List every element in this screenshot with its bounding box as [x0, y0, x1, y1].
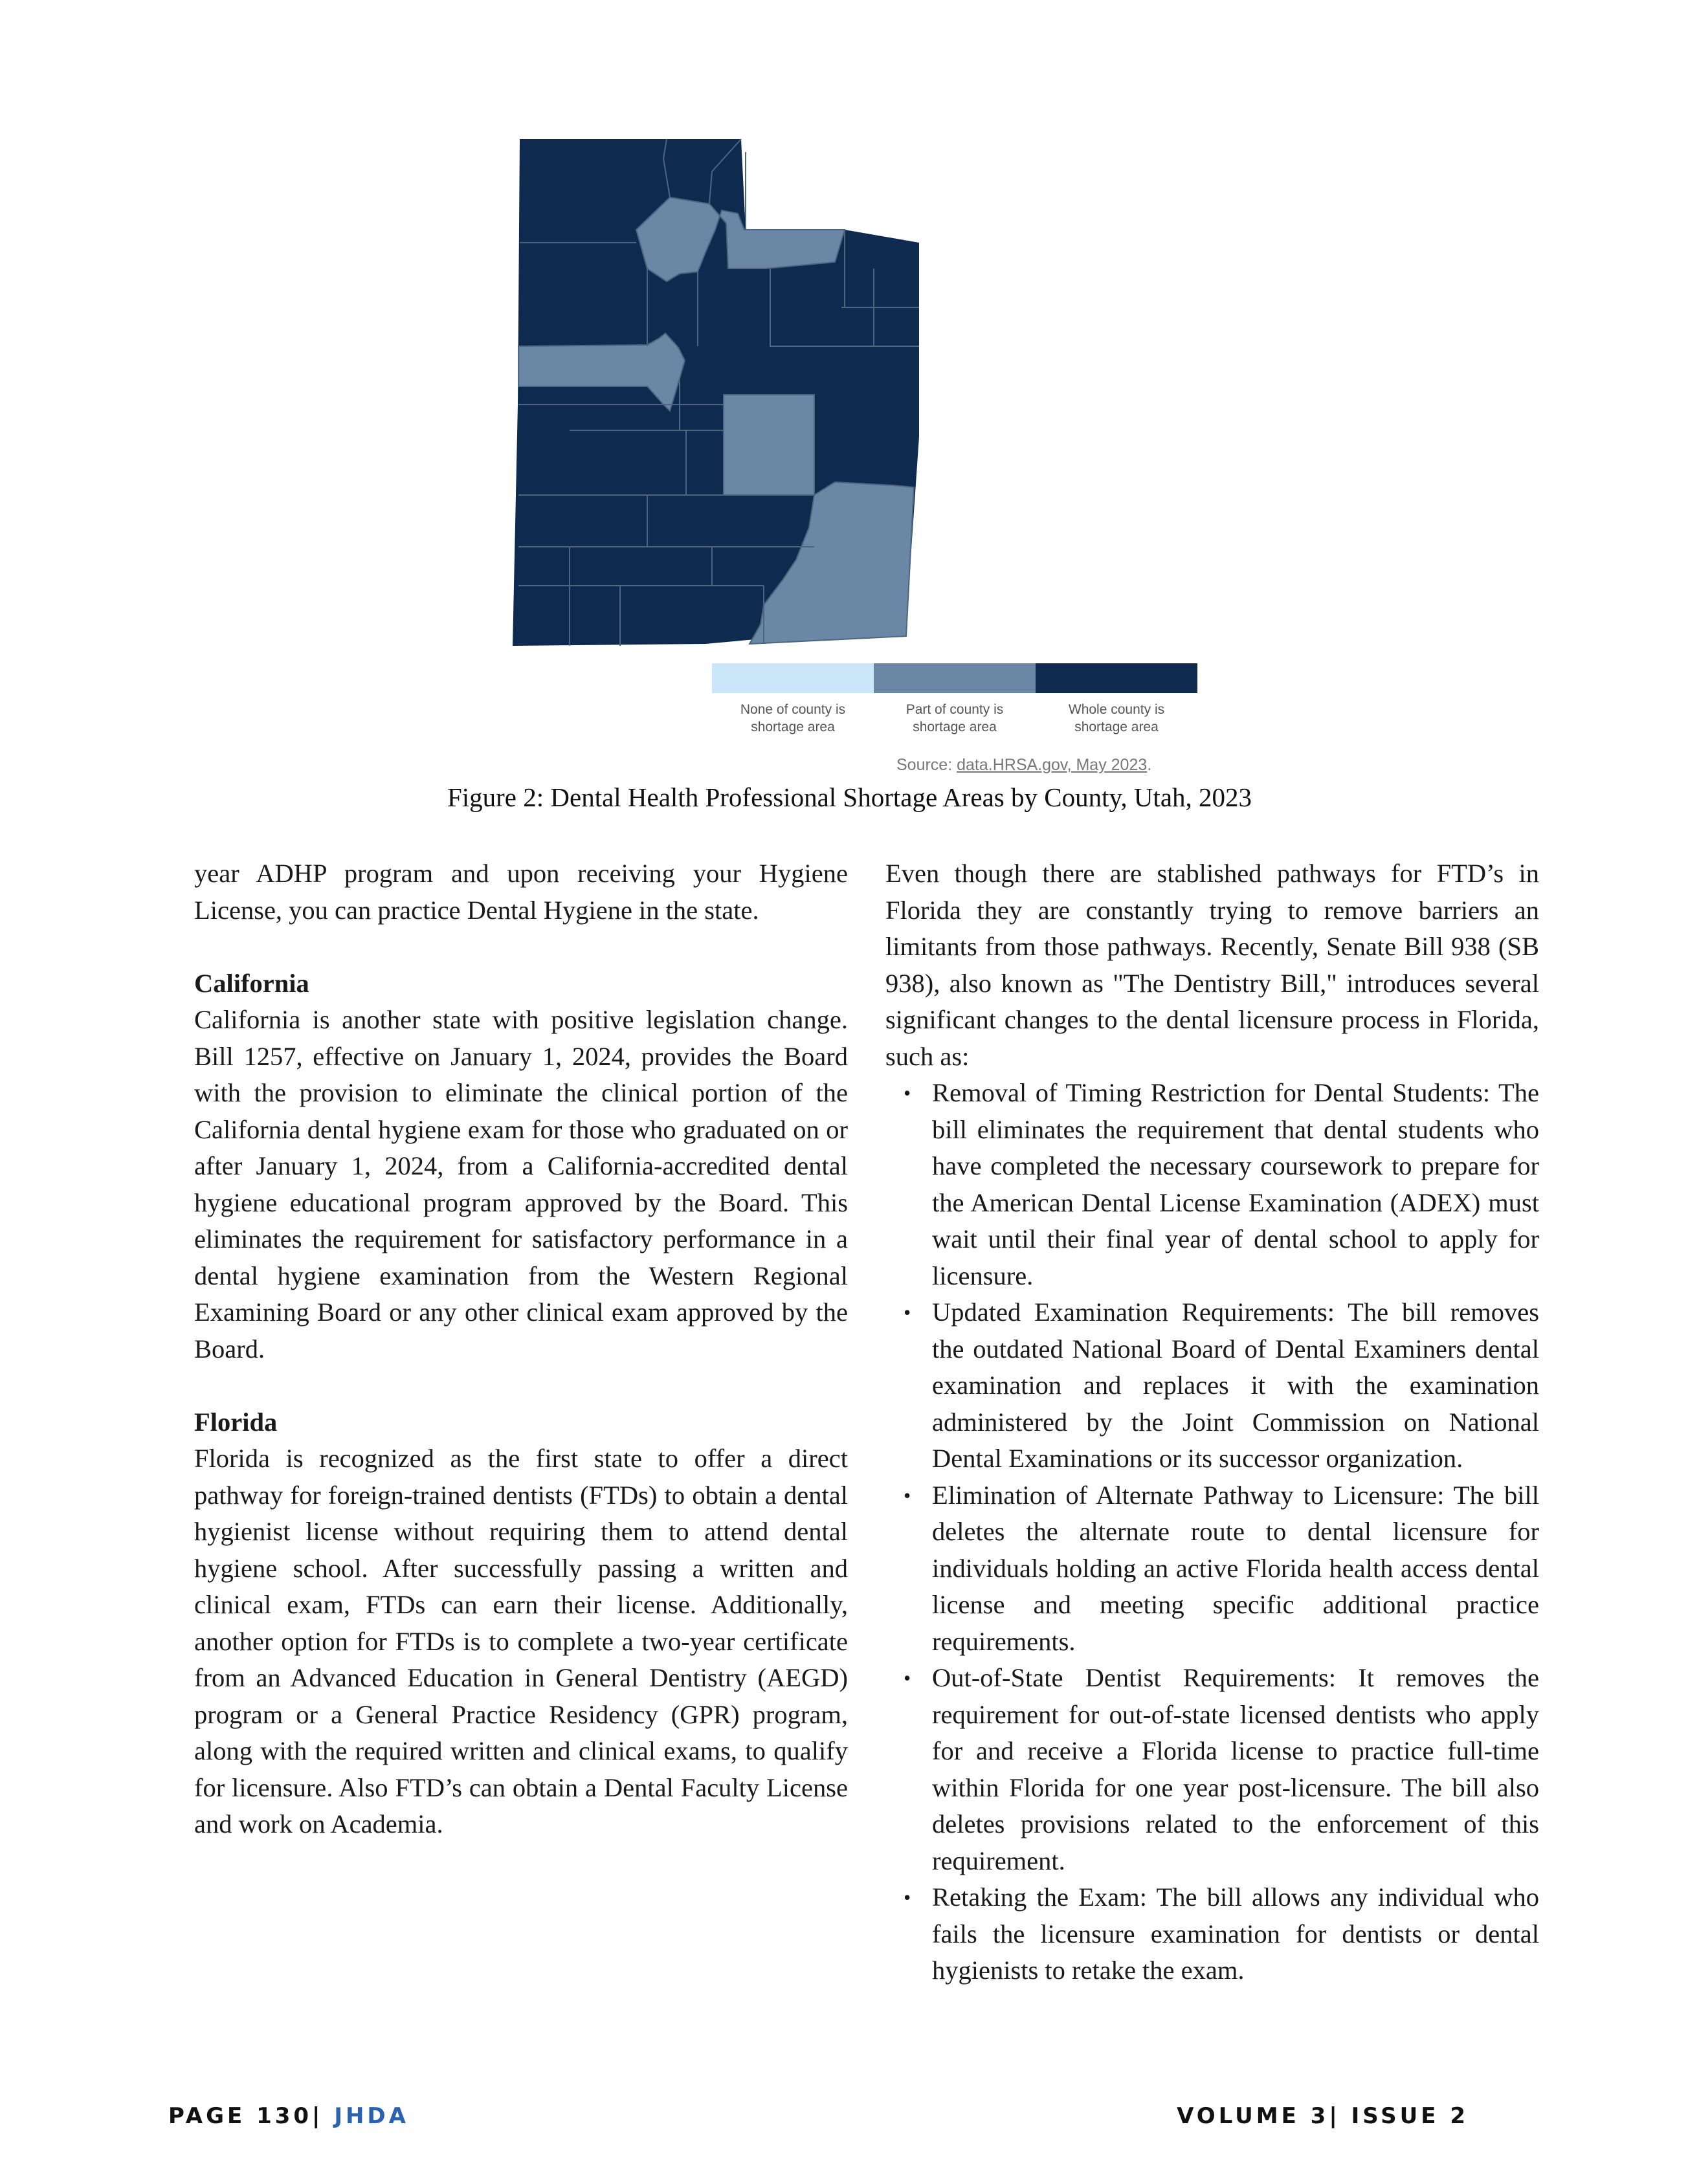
figure-caption: Figure 2: Dental Health Professional Shortage Areas by County, Utah, 2023: [447, 782, 1252, 812]
left-column: [194, 855, 848, 1843]
legend-swatch-none: [712, 663, 874, 693]
map-legend: [712, 663, 1197, 736]
footer-journal-name: JHDA: [334, 2103, 409, 2129]
list-item: [885, 1477, 1539, 1660]
legend-label-part: Part of county is shortage area: [905, 702, 1004, 734]
list-item: [885, 1294, 1539, 1477]
list-item: [885, 1075, 1539, 1294]
list-item: [885, 1660, 1539, 1879]
legend-label-none: None of county is shortage area: [740, 702, 846, 734]
footer-page-label: [168, 2103, 409, 2129]
california-heading: California: [194, 968, 309, 998]
florida-heading: Florida: [194, 1407, 278, 1437]
right-column: [885, 855, 1539, 1989]
legend-swatch-whole: [1036, 663, 1197, 693]
map-source: [896, 756, 1151, 775]
legend-swatch-part: [874, 663, 1036, 693]
list-item-text: Retaking the Exam: The bill allows any individual who fails the licensure examination for dentists or dental hygienists to retake the exam.: [932, 1882, 1539, 1985]
right-intro-paragraph: Even though there are stablished pathways for FTD’s in Florida they are constantly trying to remove barriers an limitants from those pathways. Recently, Senate Bill 938 (SB 938), also known as "The Dentistry Bill," introduces several significant changes to the dental licensure process in Florida, such as:: [885, 859, 1539, 1071]
list-item-text: Removal of Timing Restriction for Dental Students: The bill eliminates the requirement that dental students who have completed the necessary coursework to prepare for the American Dental License Examination (ADEX) must wait until their final year of dental school to apply for licensure.: [932, 1078, 1539, 1290]
list-item-text: Updated Examination Requirements: The bill removes the outdated National Board of Dental Examiners dental examination and replaces it with the examination administered by the Joint Commission on National Dental Examinations or its successor organization.: [932, 1297, 1539, 1473]
legend-color-bar: [712, 663, 1197, 693]
sb938-changes-list: [885, 1075, 1539, 1989]
bullet-icon: •: [904, 1666, 911, 1690]
left-intro-paragraph: year ADHP program and upon receiving your Hygiene License, you can practice Dental Hygiene in the state.: [194, 859, 848, 925]
legend-label-whole: Whole county is shortage area: [1068, 702, 1165, 734]
footer-page-number: PAGE 130|: [168, 2103, 335, 2129]
florida-paragraph: Florida is recognized as the first state to offer a direct pathway for foreign-trained dentists (FTDs) to obtain a dental hygienist license without requiring them to attend dental hygiene school. After successfully passing a written and clinical exam, FTDs can earn their license. Additionally, another option for FTDs is to complete a two-year certificate from an Advanced Education in General Dentistry (AEGD) program or a General Practice Residency (GPR) program, along with the required written and clinical exams, to qualify for licensure. Also FTD’s can obtain a Dental Faculty License and work on Academia.: [194, 1444, 848, 1838]
county-region-part: [724, 395, 814, 495]
utah-county-map: [492, 133, 1210, 650]
list-item-text: Elimination of Alternate Pathway to Licensure: The bill deletes the alternate route to dental licensure for individuals holding an active Florida health access dental license and meeting specific additional practice requirements.: [932, 1480, 1539, 1656]
source-prefix: Source:: [896, 756, 957, 774]
source-suffix: .: [1147, 756, 1152, 774]
utah-shortage-map-figure: [492, 133, 1210, 793]
bullet-icon: •: [904, 1483, 911, 1507]
list-item: [885, 1879, 1539, 1989]
bullet-icon: •: [904, 1301, 911, 1324]
list-item-text: Out-of-State Dentist Requirements: It removes the requirement for out-of-state licensed dentists who apply for and receive a Florida license to practice full-time within Florida for one year post-licensure. The bill also deletes provisions related to the enforcement of this requirement.: [932, 1663, 1539, 1875]
footer-volume-issue: VOLUME 3| ISSUE 2: [1177, 2103, 1469, 2129]
bullet-icon: •: [904, 1081, 911, 1105]
california-paragraph: California is another state with positive legislation change. Bill 1257, effective on January 1, 2024, provides the Board with the provision to eliminate the clinical portion of the California dental hygiene exam for those who graduated on or after January 1, 2024, from a California-accredited dental hygiene educational program approved by the Board. This eliminates the requirement for satisfactory performance in a dental hygiene examination from the Western Regional Examining Board or any other clinical exam approved by the Board.: [194, 1005, 848, 1363]
bullet-icon: •: [904, 1886, 911, 1909]
source-link[interactable]: data.HRSA.gov, May 2023: [957, 756, 1148, 774]
